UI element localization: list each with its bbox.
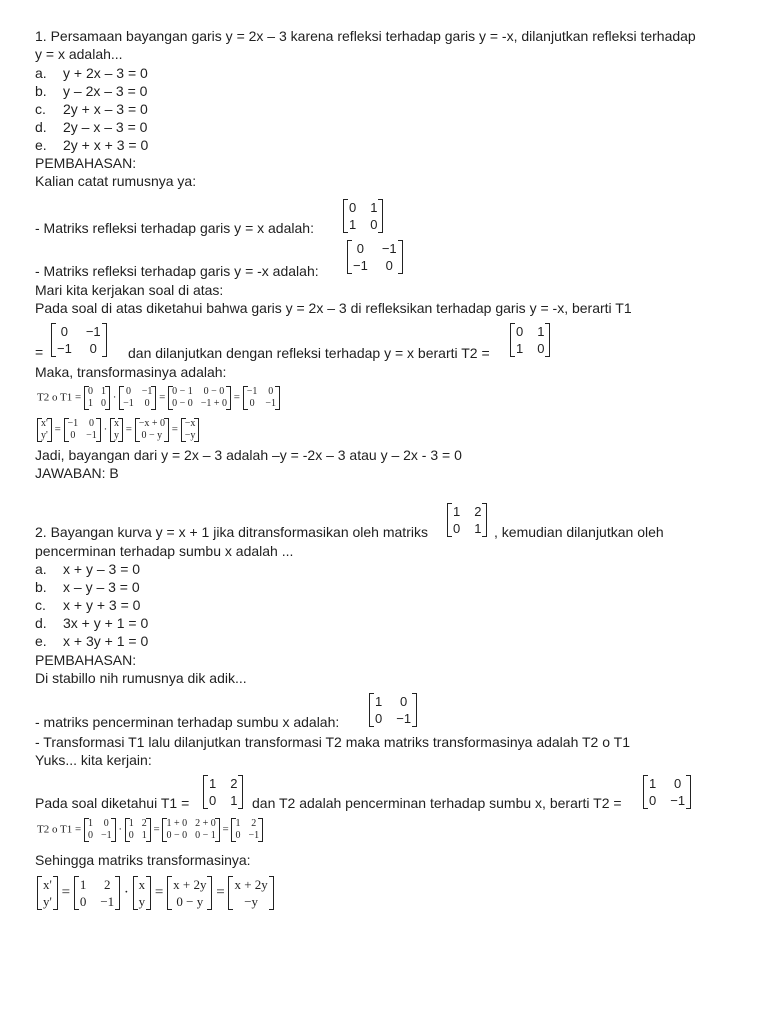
q1-eq-sign: = [35, 344, 44, 360]
q2-t2-matrix: 1 0 0 −1 [643, 775, 691, 809]
q1-question-line1: 1. Persamaan bayangan garis y = 2x – 3 karena refleksi terhadap garis y = -x, dilanjutkan refleksi terhadap [35, 28, 696, 44]
q2-rule1: - matriks pencerminan terhadap sumbu x adalah: [35, 714, 340, 730]
q2-option-a: a. x + y – 3 = 0 [35, 561, 141, 577]
q1-rule1-matrix: 0 1 1 0 [343, 199, 383, 233]
q2-t1-matrix: 1 2 0 1 [203, 775, 243, 809]
q1-question-line2: y = x adalah... [35, 46, 123, 62]
q2-pembahasan-heading: PEMBAHASAN: [35, 652, 137, 668]
q1-option-d: d. 2y – x – 3 = 0 [35, 119, 148, 135]
q1-option-e: e. 2y + x + 3 = 0 [35, 137, 149, 153]
q2-question-matrix: 1 2 0 1 [447, 503, 487, 537]
q2-calc2: x' y' = 1 2 0 −1 · x y = x + 2y 0 − y = x + 2y −y [37, 876, 274, 910]
q1-answer: JAWABAN: B [35, 465, 119, 481]
q2-given-b: dan T2 adalah pencerminan terhadap sumbu x, berarti T2 = [252, 795, 622, 811]
q2-intro: Di stabillo nih rumusnya dik adik... [35, 670, 247, 686]
q1-rule1: - Matriks refleksi terhadap garis y = x adalah: [35, 220, 314, 236]
q2-given-a: Pada soal diketahui T1 = [35, 795, 190, 811]
q1-given: Pada soal di atas diketahui bahwa garis y = 2x – 3 di refleksikan terhadap garis y = -x, berarti T1 [35, 300, 632, 316]
q1-given2: dan dilanjutkan dengan refleksi terhadap y = x berarti T2 = [128, 345, 490, 361]
q1-t1-matrix: 0 −1 −1 0 [51, 323, 107, 357]
q1-conclusion: Jadi, bayangan dari y = 2x – 3 adalah –y = -2x – 3 atau y – 2x - 3 = 0 [35, 447, 462, 463]
q1-rule2: - Matriks refleksi terhadap garis y = -x adalah: [35, 263, 319, 279]
q1-option-c: c. 2y + x – 3 = 0 [35, 101, 148, 117]
q1-intro: Kalian catat rumusnya ya: [35, 173, 197, 189]
q1-calc2: x' y' = −1 0 0 −1 · x y = −x + 0 0 − y = −x −y [37, 418, 199, 442]
q2-sehingga: Sehingga matriks transformasinya: [35, 852, 251, 868]
q2-question-line2: pencerminan terhadap sumbu x adalah ... [35, 543, 294, 559]
q2-question-line1-end: , kemudian dilanjutkan oleh [494, 524, 664, 540]
q2-rule2: - Transformasi T1 lalu dilanjutkan transformasi T2 maka matriks transformasinya adalah T2 o T1 [35, 734, 630, 750]
q2-rule1-matrix: 1 0 0 −1 [369, 693, 417, 727]
q1-option-a: a. y + 2x – 3 = 0 [35, 65, 148, 81]
q1-work-intro: Mari kita kerjakan soal di atas: [35, 282, 224, 298]
q1-rule2-matrix: 0 −1 −1 0 [347, 240, 403, 274]
q2-option-e: e. x + 3y + 1 = 0 [35, 633, 149, 649]
q2-option-d: d. 3x + y + 1 = 0 [35, 615, 149, 631]
q1-calc1: T2 o T1 = 0 1 1 0 · 0 −1 −1 0 = 0 − 1 0 − 0 0 − 0 −1 + 0 = −1 0 0 −1 [37, 386, 280, 410]
q2-calc1: T2 o T1 = 1 0 0 −1 · 1 2 0 1 = 1 + 0 2 + 0 0 − 0 0 − 1 = 1 2 0 −1 [37, 818, 263, 842]
q2-option-b: b. x – y – 3 = 0 [35, 579, 140, 595]
q1-pembahasan-heading: PEMBAHASAN: [35, 155, 137, 171]
q2-option-c: c. x + y + 3 = 0 [35, 597, 141, 613]
q2-yuks: Yuks... kita kerjain: [35, 752, 152, 768]
q1-t2-matrix: 0 1 1 0 [510, 323, 550, 357]
q1-option-b: b. y – 2x – 3 = 0 [35, 83, 148, 99]
q2-question-line1: 2. Bayangan kurva y = x + 1 jika ditransformasikan oleh matriks [35, 524, 428, 540]
q1-maka: Maka, transformasinya adalah: [35, 364, 227, 380]
